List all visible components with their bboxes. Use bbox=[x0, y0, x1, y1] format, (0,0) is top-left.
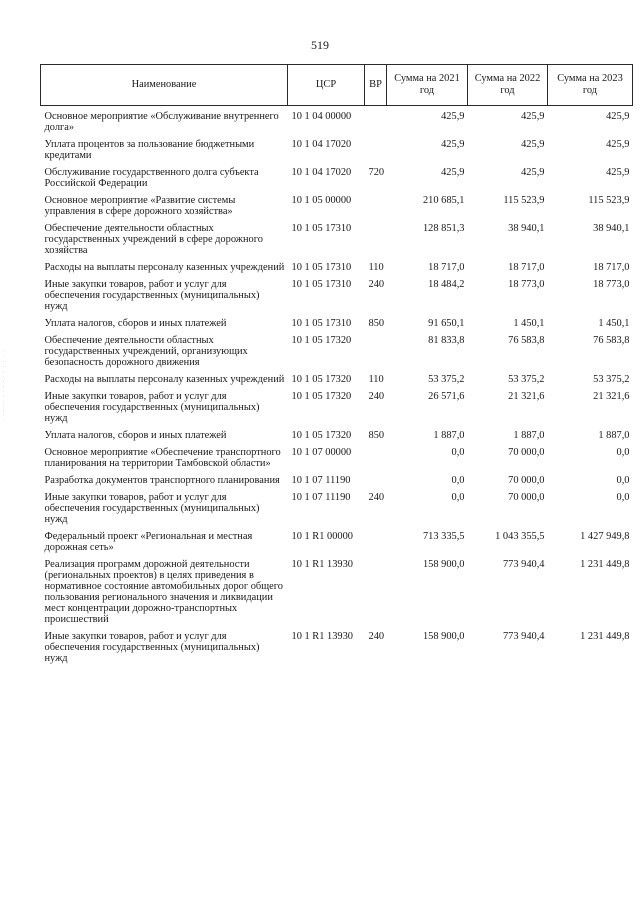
row-vr: 240 bbox=[368, 631, 385, 642]
row-csr: 10 1 07 11190 bbox=[291, 475, 351, 486]
row-name: Основное мероприятие «Обеспечение транспортного планирования на территории Тамбовской области» bbox=[44, 447, 281, 469]
row-vr: 850 bbox=[368, 318, 385, 329]
table-row bbox=[41, 111, 633, 139]
row-sum-2023: 425,9 bbox=[606, 167, 630, 178]
row-sum-2022: 76 583,8 bbox=[508, 335, 545, 346]
row-sum-2023: 53 375,2 bbox=[593, 374, 630, 385]
row-vr: 240 bbox=[368, 492, 385, 503]
header-vr: ВР bbox=[365, 65, 387, 106]
header-name: Наименование bbox=[41, 65, 288, 106]
row-name: Иные закупки товаров, работ и услуг для обеспечения государственных (муниципальных) нужд bbox=[44, 631, 260, 664]
table-row bbox=[41, 279, 633, 318]
row-sum-2021: 425,9 bbox=[441, 139, 465, 150]
row-name: Уплата налогов, сборов и иных платежей bbox=[44, 318, 227, 329]
table-row bbox=[41, 492, 633, 531]
table-row bbox=[41, 167, 633, 195]
row-name: Федеральный проект «Региональная и местная дорожная сеть» bbox=[44, 531, 253, 553]
row-sum-2023: 18 773,0 bbox=[593, 279, 630, 290]
row-name: Реализация программ дорожной деятельности (региональных проектов) в целях приведения в нормативное состояние автомобильных дорог общего пользования регионального значения и ликвидации мест концентрации дорожно-транспортных происшествий bbox=[44, 559, 283, 625]
row-sum-2021: 158 900,0 bbox=[422, 559, 465, 570]
row-sum-2022: 773 940,4 bbox=[502, 559, 545, 570]
row-name: Расходы на выплаты персоналу казенных учреждений bbox=[44, 262, 285, 273]
budget-table bbox=[40, 64, 633, 670]
row-sum-2021: 158 900,0 bbox=[422, 631, 465, 642]
table-row bbox=[41, 335, 633, 374]
row-vr: 110 bbox=[368, 262, 384, 273]
row-vr: 240 bbox=[368, 279, 385, 290]
row-sum-2021: 81 833,8 bbox=[428, 335, 465, 346]
table-row bbox=[41, 430, 633, 447]
header-csr: ЦСР bbox=[288, 65, 365, 106]
row-csr: 10 1 07 11190 bbox=[291, 492, 351, 503]
row-sum-2022: 70 000,0 bbox=[508, 475, 545, 486]
row-sum-2023: 0,0 bbox=[616, 492, 630, 503]
row-name: Обеспечение деятельности областных государственных учреждений, организующих безопасность дорожного движения bbox=[44, 335, 248, 368]
row-sum-2021: 425,9 bbox=[441, 167, 465, 178]
row-sum-2021: 1 887,0 bbox=[433, 430, 465, 441]
row-sum-2021: 0,0 bbox=[451, 492, 465, 503]
table-row bbox=[41, 447, 633, 475]
row-vr: 850 bbox=[368, 430, 385, 441]
page-number: 519 bbox=[311, 38, 329, 52]
row-csr: 10 1 07 00000 bbox=[291, 447, 352, 458]
row-csr: 10 1 04 00000 bbox=[291, 111, 352, 122]
row-name: Разработка документов транспортного планирования bbox=[44, 475, 280, 486]
table-row bbox=[41, 139, 633, 167]
row-sum-2022: 1 450,1 bbox=[513, 318, 545, 329]
row-sum-2022: 21 321,6 bbox=[508, 391, 545, 402]
row-sum-2022: 425,9 bbox=[521, 111, 545, 122]
row-sum-2023: 425,9 bbox=[606, 111, 630, 122]
row-csr: 10 1 R1 00000 bbox=[291, 531, 353, 542]
row-vr: 720 bbox=[368, 167, 385, 178]
row-sum-2022: 425,9 bbox=[521, 167, 545, 178]
row-vr bbox=[365, 559, 387, 631]
row-sum-2021: 26 571,6 bbox=[428, 391, 465, 402]
row-name: Обслуживание государственного долга субъекта Российской Федерации bbox=[44, 167, 259, 189]
row-csr: 10 1 05 17310 bbox=[291, 262, 352, 273]
table-row bbox=[41, 559, 633, 631]
row-sum-2022: 115 523,9 bbox=[503, 195, 545, 206]
row-csr: 10 1 05 17310 bbox=[291, 223, 352, 234]
table-row bbox=[41, 262, 633, 279]
row-vr bbox=[365, 531, 387, 559]
row-csr: 10 1 05 00000 bbox=[291, 195, 352, 206]
header-sum-2021: Сумма на 2021 год bbox=[387, 65, 468, 106]
row-sum-2022: 1 887,0 bbox=[513, 430, 545, 441]
row-csr: 10 1 R1 13930 bbox=[291, 559, 353, 570]
row-sum-2023: 425,9 bbox=[606, 139, 630, 150]
row-sum-2023: 0,0 bbox=[616, 475, 630, 486]
row-csr: 10 1 04 17020 bbox=[291, 139, 352, 150]
table-row bbox=[41, 374, 633, 391]
table-row bbox=[41, 318, 633, 335]
row-vr bbox=[365, 195, 387, 223]
row-name: Основное мероприятие «Развитие системы управления в сфере дорожного хозяйства» bbox=[44, 195, 236, 217]
row-name: Уплата налогов, сборов и иных платежей bbox=[44, 430, 227, 441]
row-sum-2023: 38 940,1 bbox=[593, 223, 630, 234]
row-sum-2021: 91 650,1 bbox=[428, 318, 465, 329]
row-name: Расходы на выплаты персоналу казенных учреждений bbox=[44, 374, 285, 385]
row-name: Иные закупки товаров, работ и услуг для обеспечения государственных (муниципальных) нужд bbox=[44, 391, 260, 424]
table-row bbox=[41, 475, 633, 492]
row-sum-2022: 773 940,4 bbox=[502, 631, 545, 642]
row-sum-2023: 76 583,8 bbox=[593, 335, 630, 346]
row-sum-2022: 425,9 bbox=[521, 139, 545, 150]
row-vr bbox=[365, 223, 387, 262]
row-csr: 10 1 R1 13930 bbox=[291, 631, 353, 642]
row-sum-2021: 18 484,2 bbox=[428, 279, 465, 290]
table-row bbox=[41, 195, 633, 223]
row-sum-2021: 128 851,3 bbox=[422, 223, 465, 234]
row-vr bbox=[365, 475, 387, 492]
row-vr bbox=[365, 139, 387, 167]
table-header-row bbox=[41, 65, 633, 106]
row-sum-2022: 53 375,2 bbox=[508, 374, 545, 385]
row-sum-2022: 70 000,0 bbox=[508, 447, 545, 458]
row-sum-2021: 713 335,5 bbox=[422, 531, 465, 542]
row-name: Иные закупки товаров, работ и услуг для обеспечения государственных (муниципальных) нужд bbox=[44, 492, 260, 525]
row-name: Иные закупки товаров, работ и услуг для обеспечения государственных (муниципальных) нужд bbox=[44, 279, 260, 312]
header-sum-2022: Сумма на 2022 год bbox=[468, 65, 548, 106]
row-sum-2023: 18 717,0 bbox=[593, 262, 630, 273]
row-sum-2023: 1 450,1 bbox=[598, 318, 630, 329]
row-csr: 10 1 05 17320 bbox=[291, 430, 352, 441]
table-row bbox=[41, 531, 633, 559]
row-vr bbox=[365, 335, 387, 374]
row-csr: 10 1 05 17320 bbox=[291, 391, 352, 402]
row-csr: 10 1 05 17310 bbox=[291, 318, 352, 329]
row-csr: 10 1 04 17020 bbox=[291, 167, 352, 178]
row-sum-2021: 425,9 bbox=[441, 111, 465, 122]
row-sum-2021: 0,0 bbox=[451, 475, 465, 486]
row-sum-2023: 21 321,6 bbox=[593, 391, 630, 402]
row-sum-2022: 70 000,0 bbox=[508, 492, 545, 503]
row-csr: 10 1 05 17310 bbox=[291, 279, 352, 290]
row-sum-2023: 1 427 949,8 bbox=[580, 531, 630, 542]
row-sum-2021: 210 685,1 bbox=[422, 195, 465, 206]
row-csr: 10 1 05 17320 bbox=[291, 335, 352, 346]
table-row bbox=[41, 223, 633, 262]
row-sum-2021: 18 717,0 bbox=[428, 262, 465, 273]
row-vr bbox=[365, 111, 387, 139]
row-sum-2022: 18 717,0 bbox=[508, 262, 545, 273]
row-csr: 10 1 05 17320 bbox=[291, 374, 352, 385]
header-sum-2023: Сумма на 2023 год bbox=[548, 65, 633, 106]
table-row bbox=[41, 391, 633, 430]
row-vr: 240 bbox=[368, 391, 385, 402]
row-sum-2023: 1 231 449,8 bbox=[580, 631, 630, 642]
margin-stamp: · · · · · · · · · · · · · · · bbox=[2, 350, 7, 422]
row-sum-2023: 0,0 bbox=[616, 447, 630, 458]
row-sum-2022: 18 773,0 bbox=[508, 279, 545, 290]
row-name: Основное мероприятие «Обслуживание внутреннего долга» bbox=[44, 111, 279, 133]
row-sum-2023: 115 523,9 bbox=[588, 195, 630, 206]
row-vr: 110 bbox=[368, 374, 384, 385]
row-sum-2021: 0,0 bbox=[451, 447, 465, 458]
row-sum-2023: 1 887,0 bbox=[598, 430, 630, 441]
row-sum-2021: 53 375,2 bbox=[428, 374, 465, 385]
row-sum-2022: 1 043 355,5 bbox=[495, 531, 545, 542]
row-sum-2022: 38 940,1 bbox=[508, 223, 545, 234]
row-name: Уплата процентов за пользование бюджетными кредитами bbox=[44, 139, 255, 161]
row-vr bbox=[365, 447, 387, 475]
row-sum-2023: 1 231 449,8 bbox=[580, 559, 630, 570]
row-name: Обеспечение деятельности областных государственных учреждений в сфере дорожного хозяйства bbox=[44, 223, 263, 256]
table-row bbox=[41, 631, 633, 670]
